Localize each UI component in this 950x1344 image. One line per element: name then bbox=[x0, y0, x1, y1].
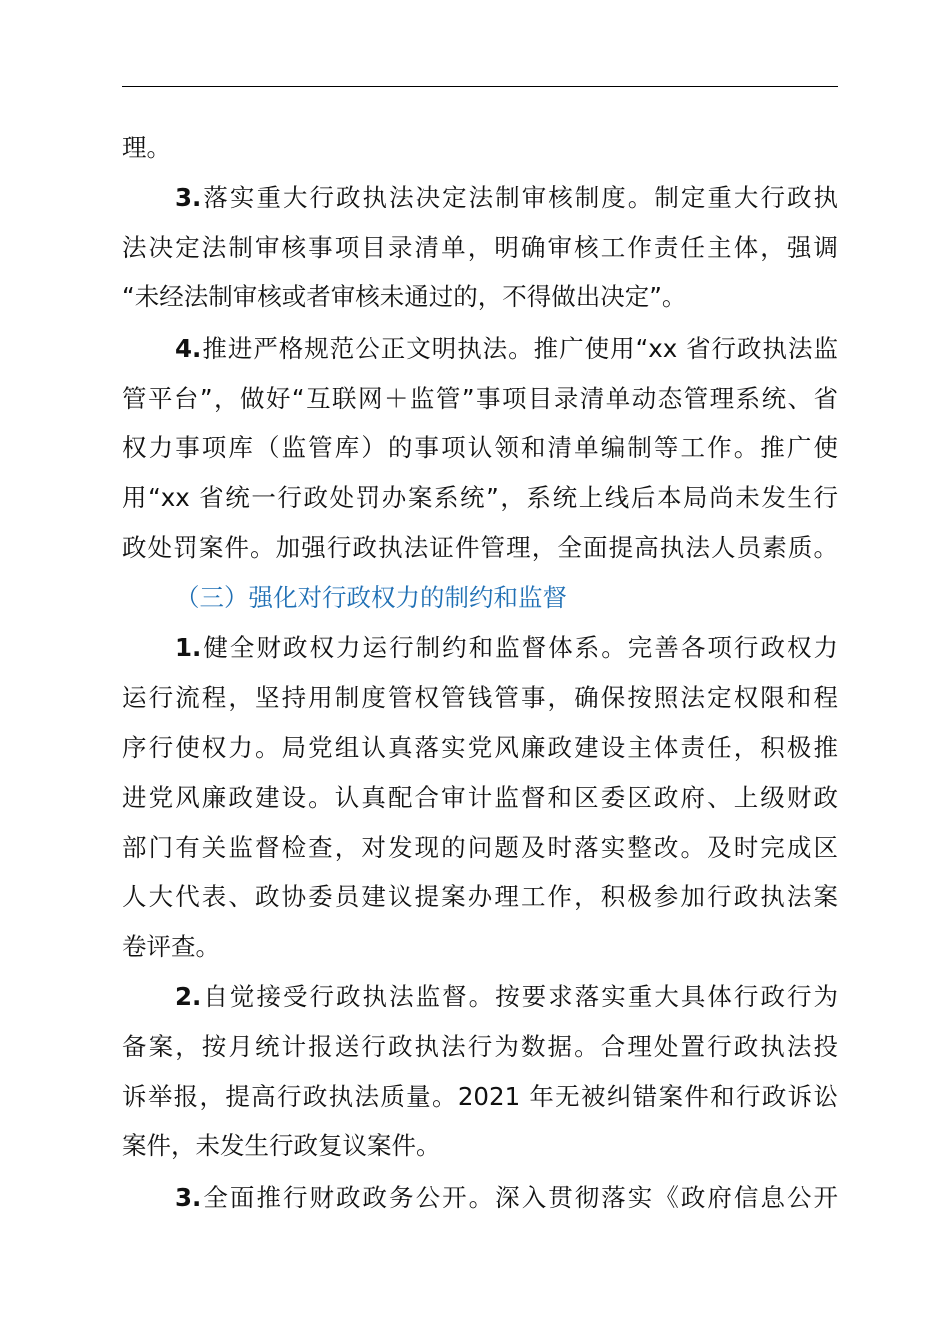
paragraph-line bbox=[122, 379, 838, 419]
paragraph-line bbox=[175, 977, 838, 1017]
line-text: 管平台”，做好“互联网＋监管”事项目录清单动态管理系统、省 bbox=[122, 384, 838, 413]
line-text: 卷评查。 bbox=[122, 932, 220, 961]
line-text: 序行使权力。局党组认真落实党风廉政建设主体责任，积极推 bbox=[122, 733, 838, 762]
item-number: 3. bbox=[175, 1183, 202, 1212]
paragraph-line bbox=[122, 1077, 838, 1117]
line-text: 案件，未发生行政复议案件。 bbox=[122, 1131, 441, 1160]
item-number: 1. bbox=[175, 633, 202, 662]
line-text: 健全财政权力运行制约和监督体系。完善各项行政权力 bbox=[201, 633, 838, 662]
line-text: 用“xx 省统一行政处罚办案系统”，系统上线后本局尚未发生行 bbox=[122, 483, 838, 512]
line-text: 全面推行财政政务公开。深入贯彻落实《政府信息公开 bbox=[201, 1183, 838, 1212]
paragraph-line bbox=[175, 178, 838, 218]
paragraph-line bbox=[122, 528, 838, 568]
paragraph-line bbox=[0, 128, 838, 168]
line-text: 诉举报，提高行政执法质量。2021 年无被纠错案件和行政诉讼 bbox=[122, 1082, 838, 1111]
line-text: 权力事项库（监管库）的事项认领和清单编制等工作。推广使 bbox=[122, 433, 838, 462]
paragraph-line bbox=[175, 329, 838, 369]
section-heading bbox=[175, 578, 838, 618]
line-text: 进党风廉政建设。认真配合审计监督和区委区政府、上级财政 bbox=[122, 783, 838, 812]
line-text: 落实重大行政执法决定法制审核制度。制定重大行政执 bbox=[201, 183, 838, 212]
paragraph-line bbox=[122, 828, 838, 868]
paragraph-line bbox=[122, 678, 838, 718]
line-text: 法决定法制审核事项目录清单，明确审核工作责任主体，强调 bbox=[122, 233, 838, 262]
paragraph-line bbox=[122, 927, 838, 967]
paragraph-line bbox=[122, 877, 838, 917]
header-rule bbox=[122, 86, 838, 87]
paragraph-line bbox=[122, 478, 838, 518]
heading-text: （三）强化对行政权力的制约和监督 bbox=[175, 583, 567, 612]
line-text: 理。 bbox=[122, 133, 171, 162]
paragraph-line bbox=[175, 628, 838, 668]
item-number: 3. bbox=[175, 183, 202, 212]
paragraph-line bbox=[175, 1178, 838, 1218]
paragraph-line bbox=[122, 1126, 838, 1166]
paragraph-line bbox=[122, 428, 838, 468]
paragraph-line bbox=[122, 728, 838, 768]
line-text: 推进严格规范公正文明执法。推广使用“xx 省行政执法监 bbox=[201, 334, 838, 363]
item-number: 4. bbox=[175, 334, 202, 363]
paragraph-line bbox=[122, 1027, 838, 1067]
line-text: 自觉接受行政执法监督。按要求落实重大具体行政行为 bbox=[201, 982, 838, 1011]
line-text: 部门有关监督检查，对发现的问题及时落实整改。及时完成区 bbox=[122, 833, 838, 862]
line-text: “未经法制审核或者审核未通过的，不得做出决定”。 bbox=[122, 282, 687, 311]
item-number: 2. bbox=[175, 982, 202, 1011]
line-text: 人大代表、政协委员建议提案办理工作，积极参加行政执法案 bbox=[122, 882, 838, 911]
line-text: 运行流程，坚持用制度管权管钱管事，确保按照法定权限和程 bbox=[122, 683, 838, 712]
paragraph-line bbox=[122, 277, 838, 317]
line-text: 政处罚案件。加强行政执法证件管理，全面提高执法人员素质。 bbox=[122, 533, 838, 562]
paragraph-line bbox=[122, 778, 838, 818]
line-text: 备案，按月统计报送行政执法行为数据。合理处置行政执法投 bbox=[122, 1032, 838, 1061]
paragraph-line bbox=[122, 228, 838, 268]
